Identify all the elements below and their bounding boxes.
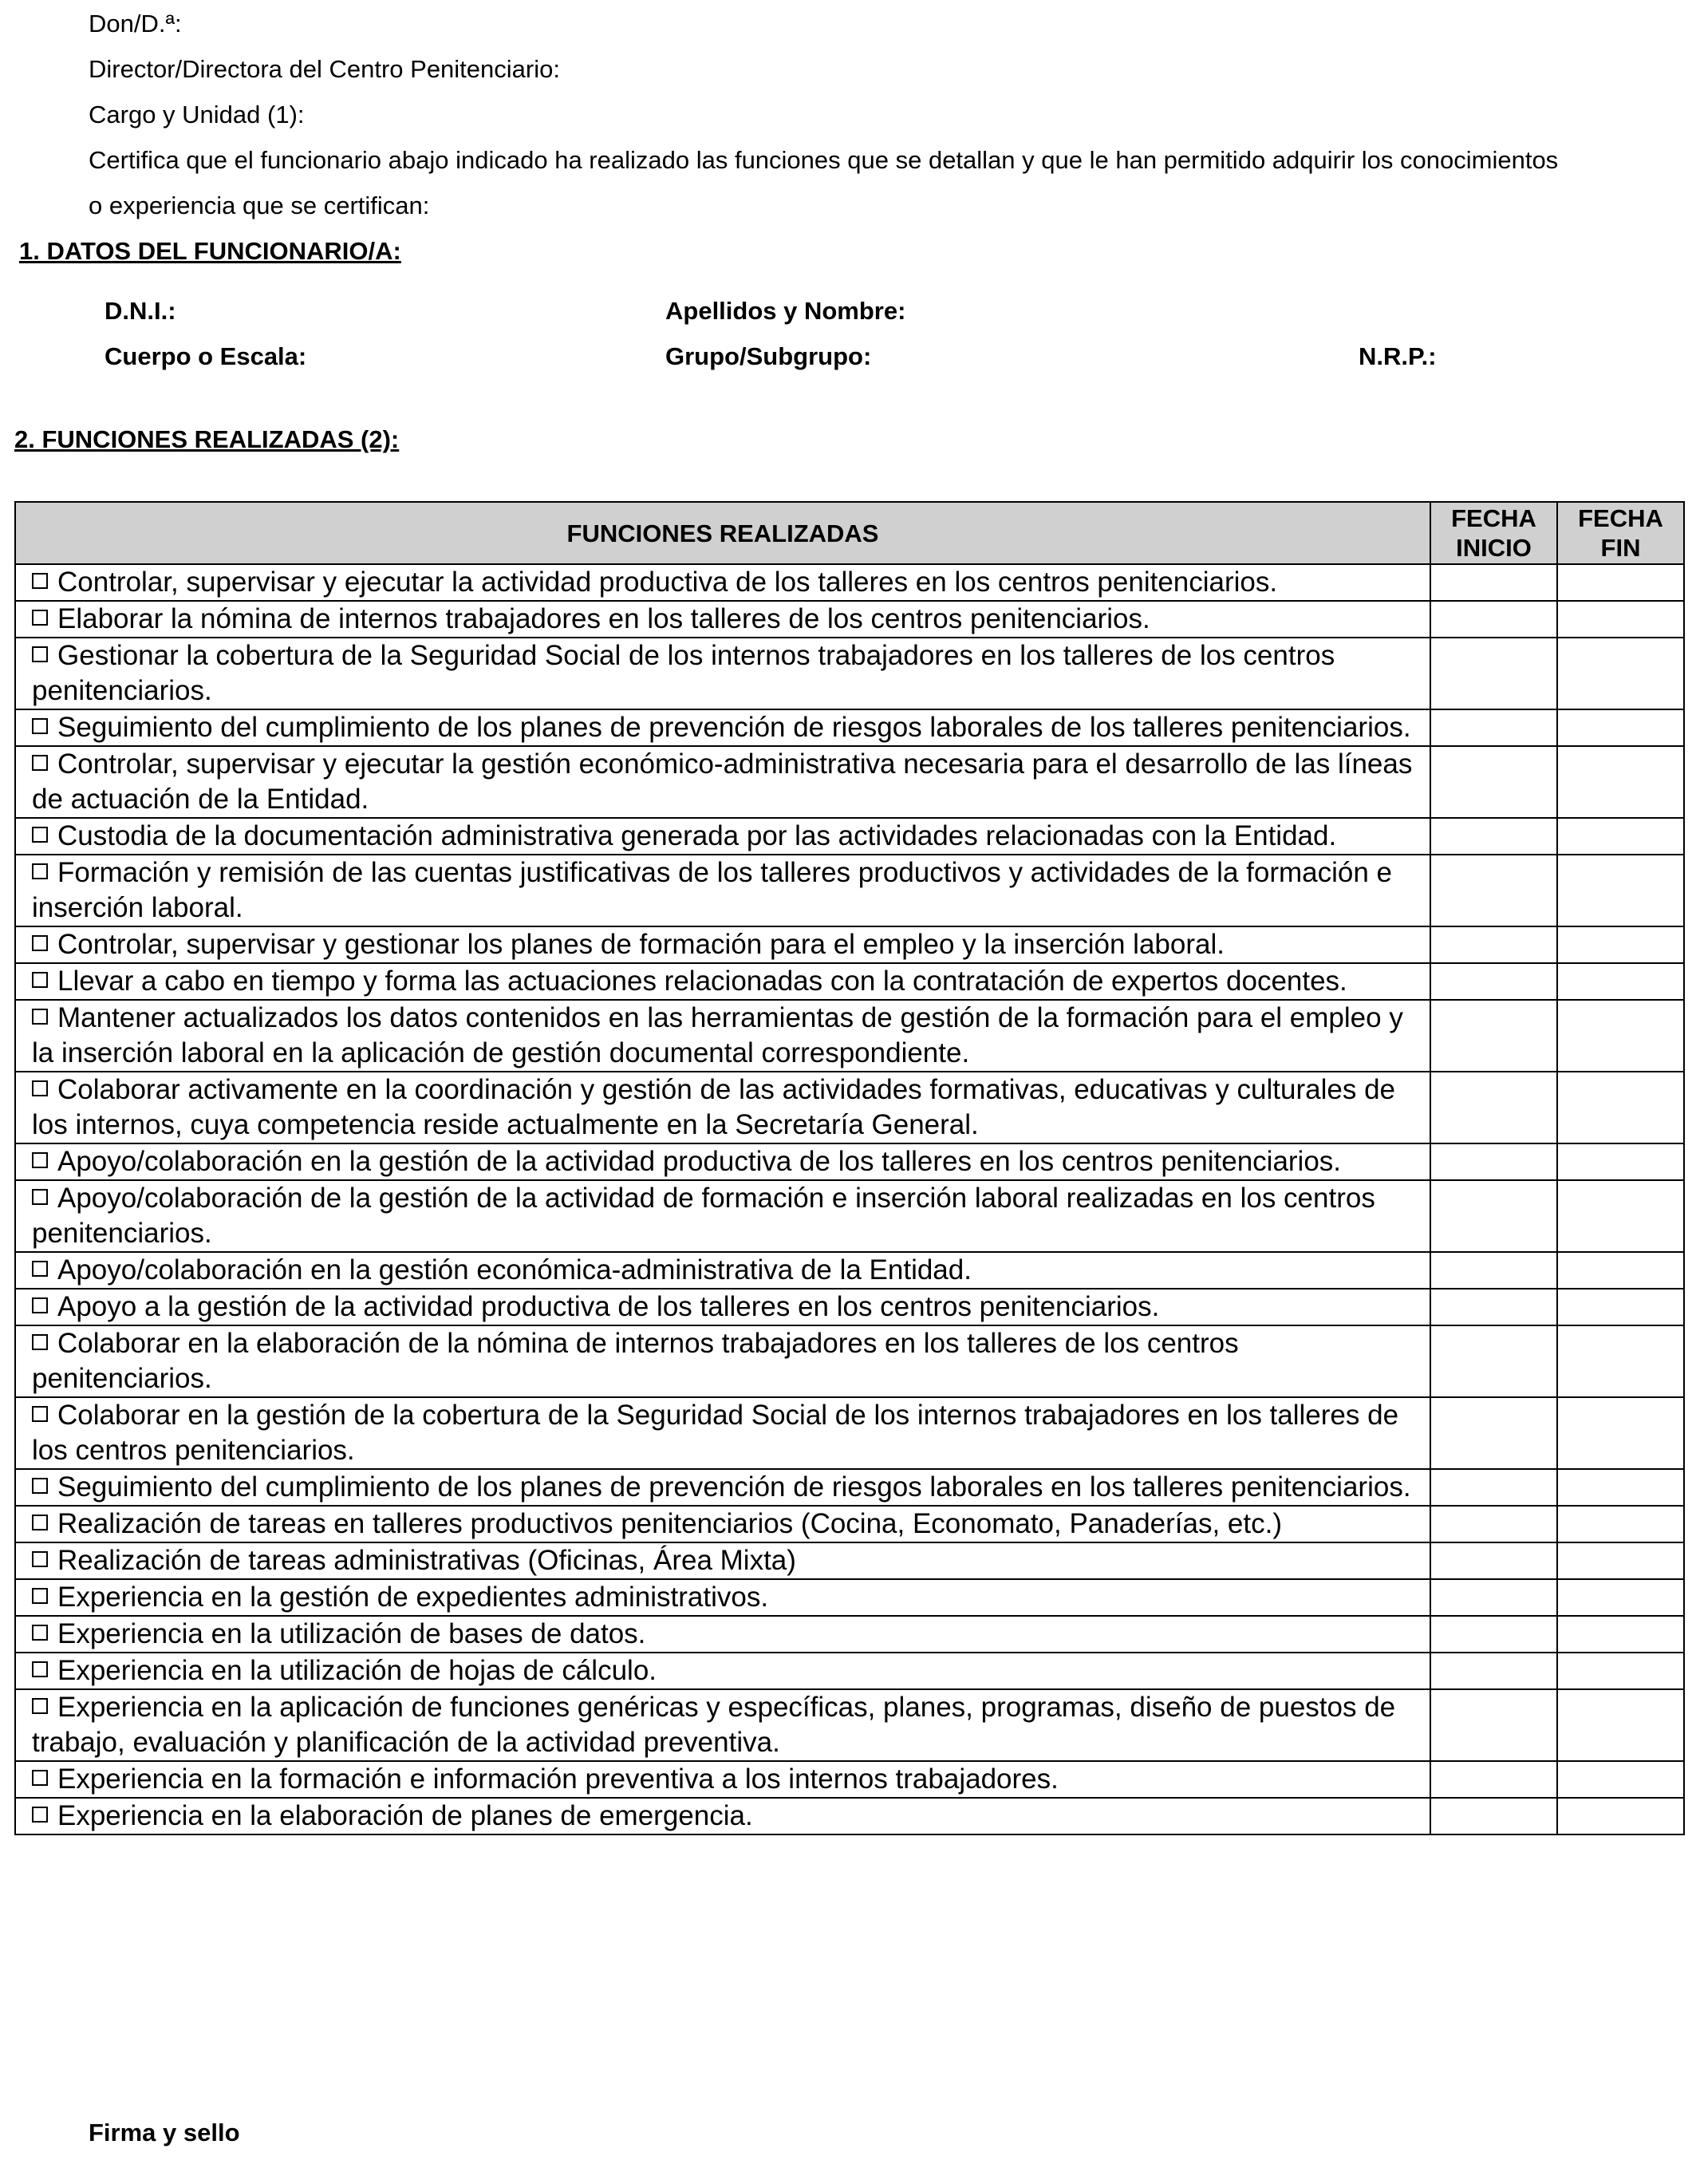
funcion-text: Controlar, supervisar y ejecutar la gestión económico-administrativa necesaria para el desarrollo de las líneas de actuación de la Entidad. xyxy=(32,748,1413,815)
table-row xyxy=(15,1180,1684,1252)
header-funciones: FUNCIONES REALIZADAS xyxy=(15,502,1430,564)
fecha-fin-cell[interactable] xyxy=(1557,1579,1684,1616)
table-row xyxy=(15,1653,1684,1689)
checkbox[interactable] xyxy=(32,755,48,771)
fecha-fin-cell[interactable] xyxy=(1557,746,1684,818)
fecha-inicio-cell[interactable] xyxy=(1430,1180,1557,1252)
funcion-text: Mantener actualizados los datos contenidos en las herramientas de gestión de la formación para el empleo y la inserción laboral en la aplicación de gestión documental correspondiente. xyxy=(32,1002,1403,1068)
table-row xyxy=(15,1325,1684,1397)
funcion-text: Seguimiento del cumplimiento de los planes de prevención de riesgos laborales de los talleres penitenciarios. xyxy=(57,712,1411,743)
checkbox[interactable] xyxy=(32,1588,48,1604)
fecha-inicio-cell[interactable] xyxy=(1430,709,1557,746)
funcion-cell xyxy=(15,1143,1430,1180)
table-row xyxy=(15,1469,1684,1506)
don-label: Don/D.ª: xyxy=(89,10,182,38)
certifica-line-1: Certifica que el funcionario abajo indicado ha realizado las funciones que se detallan y que le han permitido adquirir los conocimientos xyxy=(89,146,1559,174)
firma-label: Firma y sello xyxy=(89,2119,240,2146)
fecha-fin-cell[interactable] xyxy=(1557,855,1684,926)
table-row xyxy=(15,1542,1684,1579)
funcion-text: Llevar a cabo en tiempo y forma las actuaciones relacionadas con la contratación de expertos docentes. xyxy=(57,966,1347,997)
fecha-inicio-cell[interactable] xyxy=(1430,1761,1557,1798)
funcion-cell xyxy=(15,1397,1430,1469)
funcion-text: Realización de tareas en talleres productivos penitenciarios (Cocina, Economato, Panaderías, etc.) xyxy=(57,1508,1282,1539)
funcion-cell xyxy=(15,1325,1430,1397)
funcion-cell xyxy=(15,1506,1430,1542)
checkbox[interactable] xyxy=(32,610,48,626)
fecha-inicio-cell[interactable] xyxy=(1430,1579,1557,1616)
table-row xyxy=(15,1289,1684,1325)
funcion-text: Elaborar la nómina de internos trabajadores en los talleres de los centros penitenciarios. xyxy=(57,603,1150,634)
funcion-text: Experiencia en la utilización de hojas de cálculo. xyxy=(57,1655,657,1686)
funcion-cell xyxy=(15,1761,1430,1798)
funcion-cell xyxy=(15,746,1430,818)
fecha-inicio-cell[interactable] xyxy=(1430,963,1557,1000)
header-fecha-inicio-line-1: FECHA xyxy=(1451,504,1536,532)
funcion-text: Apoyo/colaboración en la gestión de la actividad productiva de los talleres en los centros penitenciarios. xyxy=(57,1146,1342,1177)
funcion-cell xyxy=(15,1689,1430,1761)
table-row xyxy=(15,1761,1684,1798)
funcion-text: Apoyo/colaboración en la gestión económica-administrativa de la Entidad. xyxy=(57,1254,972,1286)
fecha-fin-cell[interactable] xyxy=(1557,1143,1684,1180)
fecha-inicio-cell[interactable] xyxy=(1430,1469,1557,1506)
funcion-text: Experiencia en la gestión de expedientes administrativos. xyxy=(57,1582,769,1613)
funcion-cell xyxy=(15,1653,1430,1689)
checkbox[interactable] xyxy=(32,1807,48,1823)
fecha-inicio-cell[interactable] xyxy=(1430,601,1557,638)
table-row xyxy=(15,564,1684,601)
funcion-text: Experiencia en la aplicación de funciones genéricas y específicas, planes, programas, diseño de puestos de trabajo, evaluación y planificación de la actividad preventiva. xyxy=(32,1692,1396,1758)
table-row xyxy=(15,926,1684,963)
checkbox[interactable] xyxy=(32,1189,48,1205)
fecha-inicio-cell[interactable] xyxy=(1430,855,1557,926)
funcion-cell xyxy=(15,963,1430,1000)
checkbox[interactable] xyxy=(32,972,48,988)
funciones-table xyxy=(14,501,1685,1835)
fecha-fin-cell[interactable] xyxy=(1557,709,1684,746)
checkbox[interactable] xyxy=(32,1551,48,1567)
funcion-text: Controlar, supervisar y gestionar los planes de formación para el empleo y la inserción laboral. xyxy=(57,929,1225,960)
table-row xyxy=(15,1252,1684,1289)
fecha-inicio-cell[interactable] xyxy=(1430,564,1557,601)
fecha-fin-cell[interactable] xyxy=(1557,601,1684,638)
checkbox[interactable] xyxy=(32,1080,48,1096)
fecha-inicio-cell[interactable] xyxy=(1430,1798,1557,1834)
checkbox[interactable] xyxy=(32,1625,48,1641)
fecha-fin-cell[interactable] xyxy=(1557,638,1684,709)
table-row xyxy=(15,1397,1684,1469)
fecha-fin-cell[interactable] xyxy=(1557,1798,1684,1834)
fecha-fin-cell[interactable] xyxy=(1557,1252,1684,1289)
table-header-row xyxy=(15,502,1684,564)
table-row xyxy=(15,963,1684,1000)
checkbox[interactable] xyxy=(32,1406,48,1422)
checkbox[interactable] xyxy=(32,1261,48,1277)
table-row xyxy=(15,638,1684,709)
table-row xyxy=(15,1616,1684,1653)
checkbox[interactable] xyxy=(32,718,48,734)
header-fecha-fin xyxy=(1557,502,1684,564)
fecha-inicio-cell[interactable] xyxy=(1430,1506,1557,1542)
funcion-cell xyxy=(15,1289,1430,1325)
fecha-fin-cell[interactable] xyxy=(1557,1397,1684,1469)
funcion-text: Experiencia en la elaboración de planes de emergencia. xyxy=(57,1800,753,1831)
checkbox[interactable] xyxy=(32,1515,48,1530)
funcion-cell xyxy=(15,601,1430,638)
table-row xyxy=(15,1072,1684,1143)
funcion-cell xyxy=(15,1798,1430,1834)
fecha-fin-cell[interactable] xyxy=(1557,1469,1684,1506)
fecha-fin-cell[interactable] xyxy=(1557,1506,1684,1542)
funcion-text: Formación y remisión de las cuentas justificativas de los talleres productivos y actividades de la formación e inserción laboral. xyxy=(32,857,1392,923)
funcion-cell xyxy=(15,1616,1430,1653)
checkbox[interactable] xyxy=(32,935,48,951)
header-fecha-fin-line-2: FIN xyxy=(1600,534,1641,562)
cargo-label: Cargo y Unidad (1): xyxy=(89,101,305,128)
checkbox[interactable] xyxy=(32,1770,48,1786)
funcion-cell xyxy=(15,1252,1430,1289)
table-row xyxy=(15,746,1684,818)
table-row xyxy=(15,709,1684,746)
header-fecha-inicio-line-2: INICIO xyxy=(1456,534,1532,562)
fecha-fin-cell[interactable] xyxy=(1557,963,1684,1000)
director-label: Director/Directora del Centro Penitenciario: xyxy=(89,55,560,83)
funcion-text: Colaborar activamente en la coordinación y gestión de las actividades formativas, educativas y culturales de los internos, cuya competencia reside actualmente en la Secretaría General. xyxy=(32,1074,1396,1140)
table-row xyxy=(15,1798,1684,1834)
checkbox[interactable] xyxy=(32,863,48,879)
fecha-inicio-cell[interactable] xyxy=(1430,1000,1557,1072)
fecha-fin-cell[interactable] xyxy=(1557,1653,1684,1689)
checkbox[interactable] xyxy=(32,1698,48,1714)
fecha-fin-cell[interactable] xyxy=(1557,1689,1684,1761)
checkbox[interactable] xyxy=(32,1478,48,1494)
fecha-inicio-cell[interactable] xyxy=(1430,746,1557,818)
grupo-label: Grupo/Subgrupo: xyxy=(665,342,872,370)
funcion-text: Apoyo/colaboración de la gestión de la actividad de formación e inserción laboral realizadas en los centros penitenciarios. xyxy=(32,1183,1375,1249)
funcion-text: Gestionar la cobertura de la Seguridad Social de los internos trabajadores en los talleres de los centros penitenciarios. xyxy=(32,640,1335,706)
checkbox[interactable] xyxy=(32,827,48,843)
checkbox[interactable] xyxy=(32,1009,48,1025)
table-row xyxy=(15,1579,1684,1616)
fecha-inicio-cell[interactable] xyxy=(1430,1397,1557,1469)
fecha-fin-cell[interactable] xyxy=(1557,564,1684,601)
fecha-inicio-cell[interactable] xyxy=(1430,1542,1557,1579)
fecha-fin-cell[interactable] xyxy=(1557,1616,1684,1653)
fecha-fin-cell[interactable] xyxy=(1557,818,1684,855)
nrp-label: N.R.P.: xyxy=(1359,342,1437,370)
checkbox[interactable] xyxy=(32,646,48,662)
fecha-inicio-cell[interactable] xyxy=(1430,1325,1557,1397)
fecha-fin-cell[interactable] xyxy=(1557,926,1684,963)
funcion-cell xyxy=(15,1469,1430,1506)
funcion-cell xyxy=(15,564,1430,601)
checkbox[interactable] xyxy=(32,1152,48,1168)
fecha-fin-cell[interactable] xyxy=(1557,1180,1684,1252)
fecha-inicio-cell[interactable] xyxy=(1430,926,1557,963)
checkbox[interactable] xyxy=(32,1297,48,1313)
table-row xyxy=(15,1000,1684,1072)
fecha-inicio-cell[interactable] xyxy=(1430,1689,1557,1761)
fecha-fin-cell[interactable] xyxy=(1557,1000,1684,1072)
funcion-text: Apoyo a la gestión de la actividad productiva de los talleres en los centros penitenciarios. xyxy=(57,1291,1160,1322)
fecha-inicio-cell[interactable] xyxy=(1430,1252,1557,1289)
apellidos-label: Apellidos y Nombre: xyxy=(665,297,906,325)
funcion-cell xyxy=(15,638,1430,709)
section-1-title: 1. DATOS DEL FUNCIONARIO/A: xyxy=(19,237,401,265)
table-row xyxy=(15,1143,1684,1180)
funcion-cell xyxy=(15,818,1430,855)
fecha-inicio-cell[interactable] xyxy=(1430,1616,1557,1653)
header-fecha-fin-line-1: FECHA xyxy=(1578,504,1663,532)
fecha-fin-cell[interactable] xyxy=(1557,1542,1684,1579)
checkbox[interactable] xyxy=(32,1334,48,1350)
funcion-cell xyxy=(15,1000,1430,1072)
fecha-fin-cell[interactable] xyxy=(1557,1289,1684,1325)
funcion-text: Experiencia en la formación e información preventiva a los internos trabajadores. xyxy=(57,1763,1059,1795)
fecha-inicio-cell[interactable] xyxy=(1430,1143,1557,1180)
funcion-cell xyxy=(15,709,1430,746)
funcion-cell xyxy=(15,855,1430,926)
funcion-text: Seguimiento del cumplimiento de los planes de prevención de riesgos laborales en los talleres penitenciarios. xyxy=(57,1471,1411,1503)
table-row xyxy=(15,1689,1684,1761)
funcion-text: Experiencia en la utilización de bases de datos. xyxy=(57,1618,646,1649)
funcion-text: Controlar, supervisar y ejecutar la actividad productiva de los talleres en los centros penitenciarios. xyxy=(57,567,1278,598)
funcion-cell xyxy=(15,1542,1430,1579)
funcion-cell xyxy=(15,1180,1430,1252)
fecha-inicio-cell[interactable] xyxy=(1430,1072,1557,1143)
section-2-title: 2. FUNCIONES REALIZADAS (2): xyxy=(14,425,400,453)
fecha-inicio-cell[interactable] xyxy=(1430,818,1557,855)
fecha-inicio-cell[interactable] xyxy=(1430,1653,1557,1689)
funcion-text: Realización de tareas administrativas (Oficinas, Área Mixta) xyxy=(57,1545,796,1576)
funcion-cell xyxy=(15,1579,1430,1616)
table-row xyxy=(15,855,1684,926)
certifica-line-2: o experiencia que se certifican: xyxy=(89,192,430,219)
funcion-text: Custodia de la documentación administrativa generada por las actividades relacionadas con la Entidad. xyxy=(57,820,1337,851)
header-fecha-inicio xyxy=(1430,502,1557,564)
funcion-text: Colaborar en la gestión de la cobertura de la Seguridad Social de los internos trabajadores en los talleres de los centros penitenciarios. xyxy=(32,1400,1399,1466)
fecha-inicio-cell[interactable] xyxy=(1430,1289,1557,1325)
fecha-fin-cell[interactable] xyxy=(1557,1325,1684,1397)
fecha-fin-cell[interactable] xyxy=(1557,1072,1684,1143)
table-row xyxy=(15,601,1684,638)
cuerpo-label: Cuerpo o Escala: xyxy=(105,342,307,370)
table-row xyxy=(15,818,1684,855)
funcion-cell xyxy=(15,1072,1430,1143)
funcion-text: Colaborar en la elaboración de la nómina de internos trabajadores en los talleres de los centros penitenciarios. xyxy=(32,1328,1239,1394)
dni-label: D.N.I.: xyxy=(105,297,176,325)
table-row xyxy=(15,1506,1684,1542)
funcion-cell xyxy=(15,926,1430,963)
fecha-inicio-cell[interactable] xyxy=(1430,638,1557,709)
checkbox[interactable] xyxy=(32,573,48,589)
checkbox[interactable] xyxy=(32,1661,48,1677)
fecha-fin-cell[interactable] xyxy=(1557,1761,1684,1798)
